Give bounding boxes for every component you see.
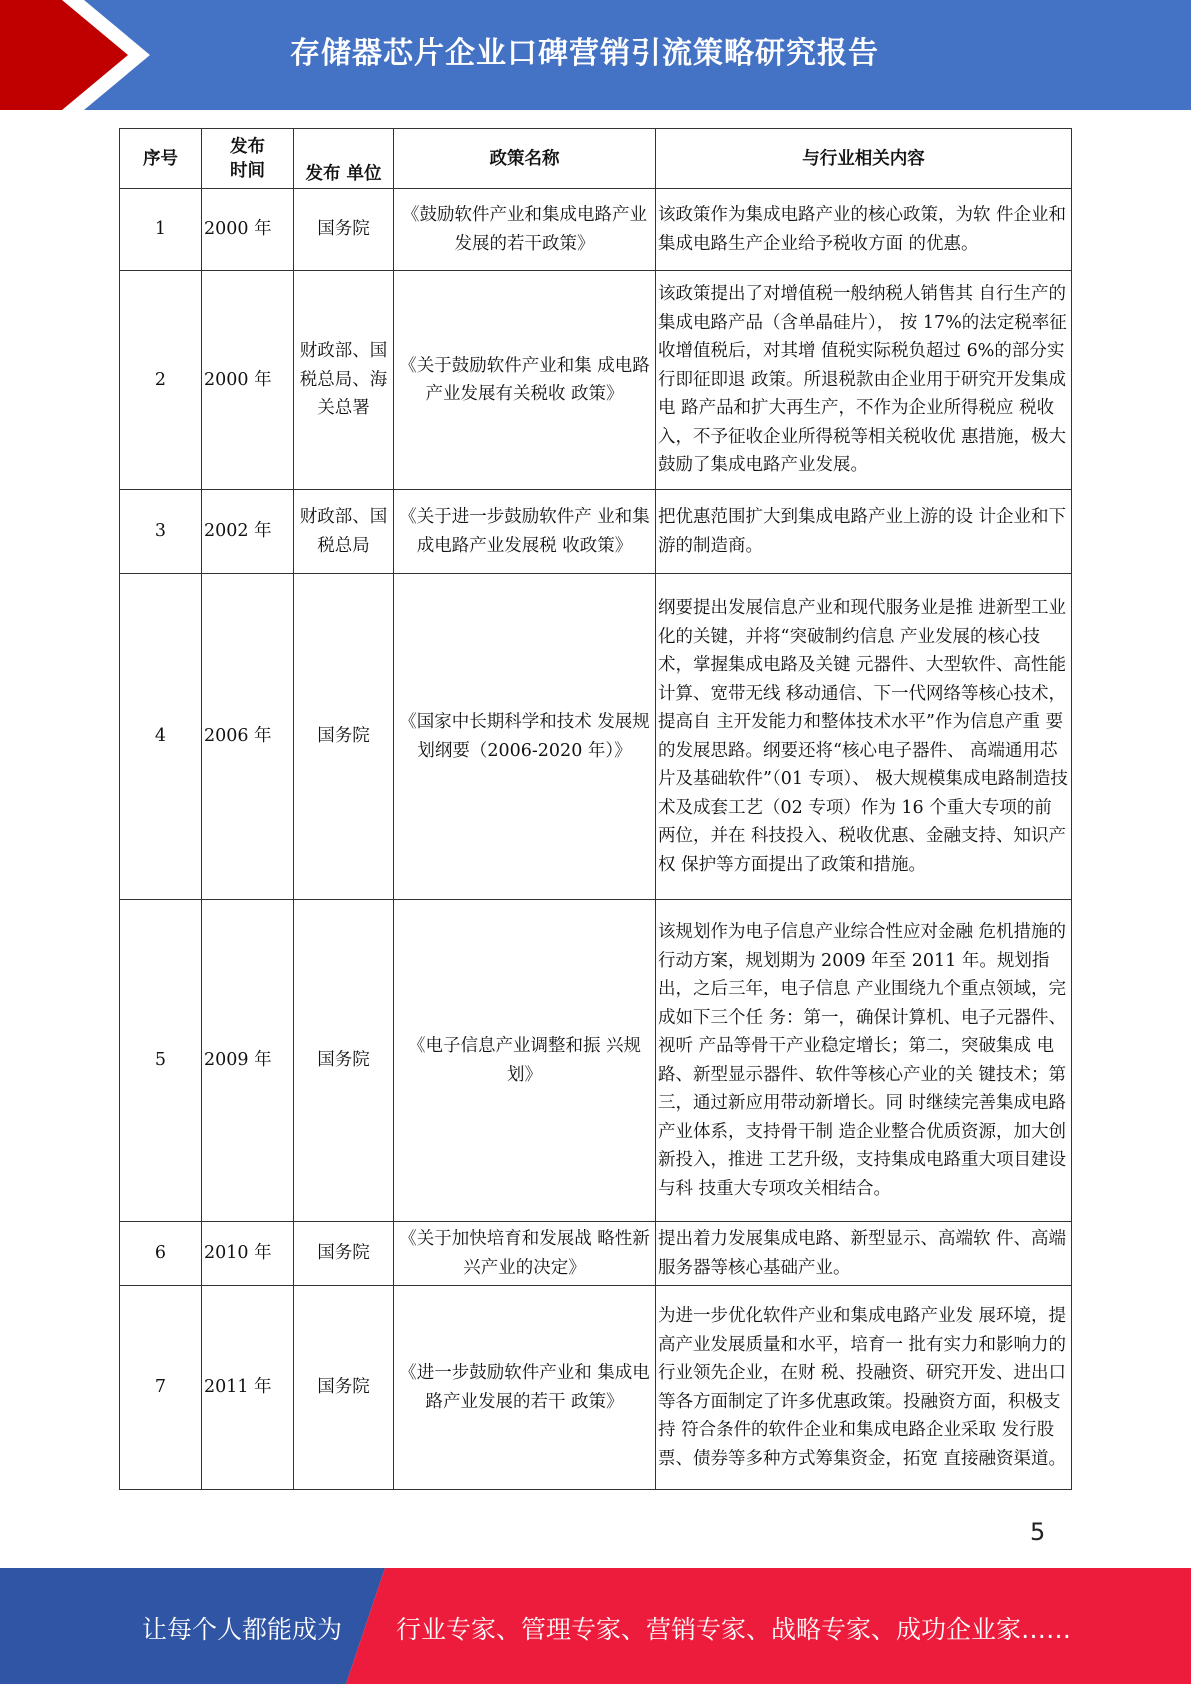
cell-content: 该规划作为电子信息产业综合性应对金融 危机措施的行动方案，规划期为 2009 年至 2011 年。规划指出，之后三年，电子信息 产业围绕九个重点领域，完成如下三个任 务：第一，确保计算机、电子元器件、视听 产品等骨干产业稳定增长；第二，突破集成 电路、新型显示器件、软件等核心产业的关 键技术；第三，通过新应用带动新增长。同 时继续完善集成电路产业体系，支持骨干制 造企业整合优质资源，加大创新投入，推进 工艺升级，支持集成电路重大项目建设与科 技重大专项攻关相结合。: [656, 900, 1072, 1222]
table-row: [120, 189, 1072, 271]
table-row: [120, 1222, 1072, 1286]
cell-year: 2000 年: [202, 271, 294, 490]
footer-slogan-right: 行业专家、管理专家、营销专家、战略专家、成功企业家……: [396, 1615, 1072, 1644]
cell-no: 7: [120, 1286, 202, 1490]
cell-year: 2009 年: [202, 900, 294, 1222]
cell-year: 2010 年: [202, 1222, 294, 1286]
cell-year: 2002 年: [202, 490, 294, 574]
cell-no: 2: [120, 271, 202, 490]
cell-policy: 《关于鼓励软件产业和集 成电路产业发展有关税收 政策》: [394, 271, 656, 490]
cell-no: 3: [120, 490, 202, 574]
table-row: [120, 490, 1072, 574]
cell-year: 2006 年: [202, 574, 294, 900]
cell-policy: 《关于加快培育和发展战 略性新兴产业的决定》: [394, 1222, 656, 1286]
cell-content: 为进一步优化软件产业和集成电路产业发 展环境，提高产业发展质量和水平，培育一 批有实力和影响力的行业领先企业，在财 税、投融资、研究开发、进出口等各方面制定了许多优惠政策。投融资方面，积极支持 符合条件的软件企业和集成电路企业采取 发行股票、债券等多种方式筹集资金，拓宽 直接融资渠道。: [656, 1286, 1072, 1490]
cell-year: 2011 年: [202, 1286, 294, 1490]
cell-content: 该政策提出了对增值税一般纳税人销售其 自行生产的集成电路产品（含单晶硅片）， 按 17%的法定税率征收增值税后，对其增 值税实际税负超过 6%的部分实行即征即退 政策。所退税款由企业用于研究开发集成电 路产品和扩大再生产，不作为企业所得税应 税收入，不予征收企业所得税等相关税收优 惠措施，极大鼓励了集成电路产业发展。: [656, 271, 1072, 490]
cell-no: 5: [120, 900, 202, 1222]
col-header-issuer: 发布 单位: [294, 129, 394, 189]
cell-no: 4: [120, 574, 202, 900]
cell-issuer: 财政部、国税总局: [294, 490, 394, 574]
cell-issuer: 国务院: [294, 900, 394, 1222]
table-header-row: [120, 129, 1072, 189]
table-row: [120, 574, 1072, 900]
policy-table: [119, 128, 1072, 1490]
cell-no: 1: [120, 189, 202, 271]
cell-issuer: 国务院: [294, 574, 394, 900]
cell-policy: 《关于进一步鼓励软件产 业和集成电路产业发展税 收政策》: [394, 490, 656, 574]
table-row: [120, 1286, 1072, 1490]
cell-issuer: 国务院: [294, 189, 394, 271]
col-header-time: [202, 129, 294, 189]
cell-policy: 《进一步鼓励软件产业和 集成电路产业发展的若干 政策》: [394, 1286, 656, 1490]
cell-no: 6: [120, 1222, 202, 1286]
cell-content: 提出着力发展集成电路、新型显示、高端软 件、高端服务器等核心基础产业。: [656, 1222, 1072, 1286]
cell-issuer: 财政部、国税总局、海关总署: [294, 271, 394, 490]
report-title: 存储器芯片企业口碑营销引流策略研究报告: [290, 36, 879, 71]
cell-policy: 《国家中长期科学和技术 发展规划纲要（2006-2020 年）》: [394, 574, 656, 900]
cell-policy: 《电子信息产业调整和振 兴规划》: [394, 900, 656, 1222]
page-header: [0, 0, 1191, 110]
cell-content: 纲要提出发展信息产业和现代服务业是推 进新型工业化的关键，并将“突破制约信息 产业发展的核心技术，掌握集成电路及关键 元器件、大型软件、高性能计算、宽带无线 移动通信、下一代网络等核心技术，提高自 主开发能力和整体技术水平”作为信息产重 要的发展思路。纲要还将“核心电子器件、 高端通用芯片及基础软件”（01 专项）、 极大规模集成电路制造技术及成套工艺（02 专项）作为 16 个重大专项的前两位，并在 科技投入、税收优惠、金融支持、知识产权 保护等方面提出了政策和措施。: [656, 574, 1072, 900]
cell-issuer: 国务院: [294, 1286, 394, 1490]
col-header-time-text: 发布 时间: [230, 136, 265, 181]
table-row: [120, 900, 1072, 1222]
page-footer: [0, 1568, 1191, 1684]
cell-year: 2000 年: [202, 189, 294, 271]
cell-policy: 《鼓励软件产业和集成电路产业发展的若干政策》: [394, 189, 656, 271]
col-header-policy: 政策名称: [394, 129, 656, 189]
col-header-content: 与行业相关内容: [656, 129, 1072, 189]
table-row: [120, 271, 1072, 490]
cell-issuer: 国务院: [294, 1222, 394, 1286]
page-number: 5: [1030, 1518, 1046, 1546]
cell-content: 该政策作为集成电路产业的核心政策，为软 件企业和集成电路生产企业给予税收方面 的优惠。: [656, 189, 1072, 271]
cell-content: 把优惠范围扩大到集成电路产业上游的设 计企业和下游的制造商。: [656, 490, 1072, 574]
col-header-no: 序号: [120, 129, 202, 189]
footer-slogan-left: 让每个人都能成为: [142, 1615, 343, 1644]
